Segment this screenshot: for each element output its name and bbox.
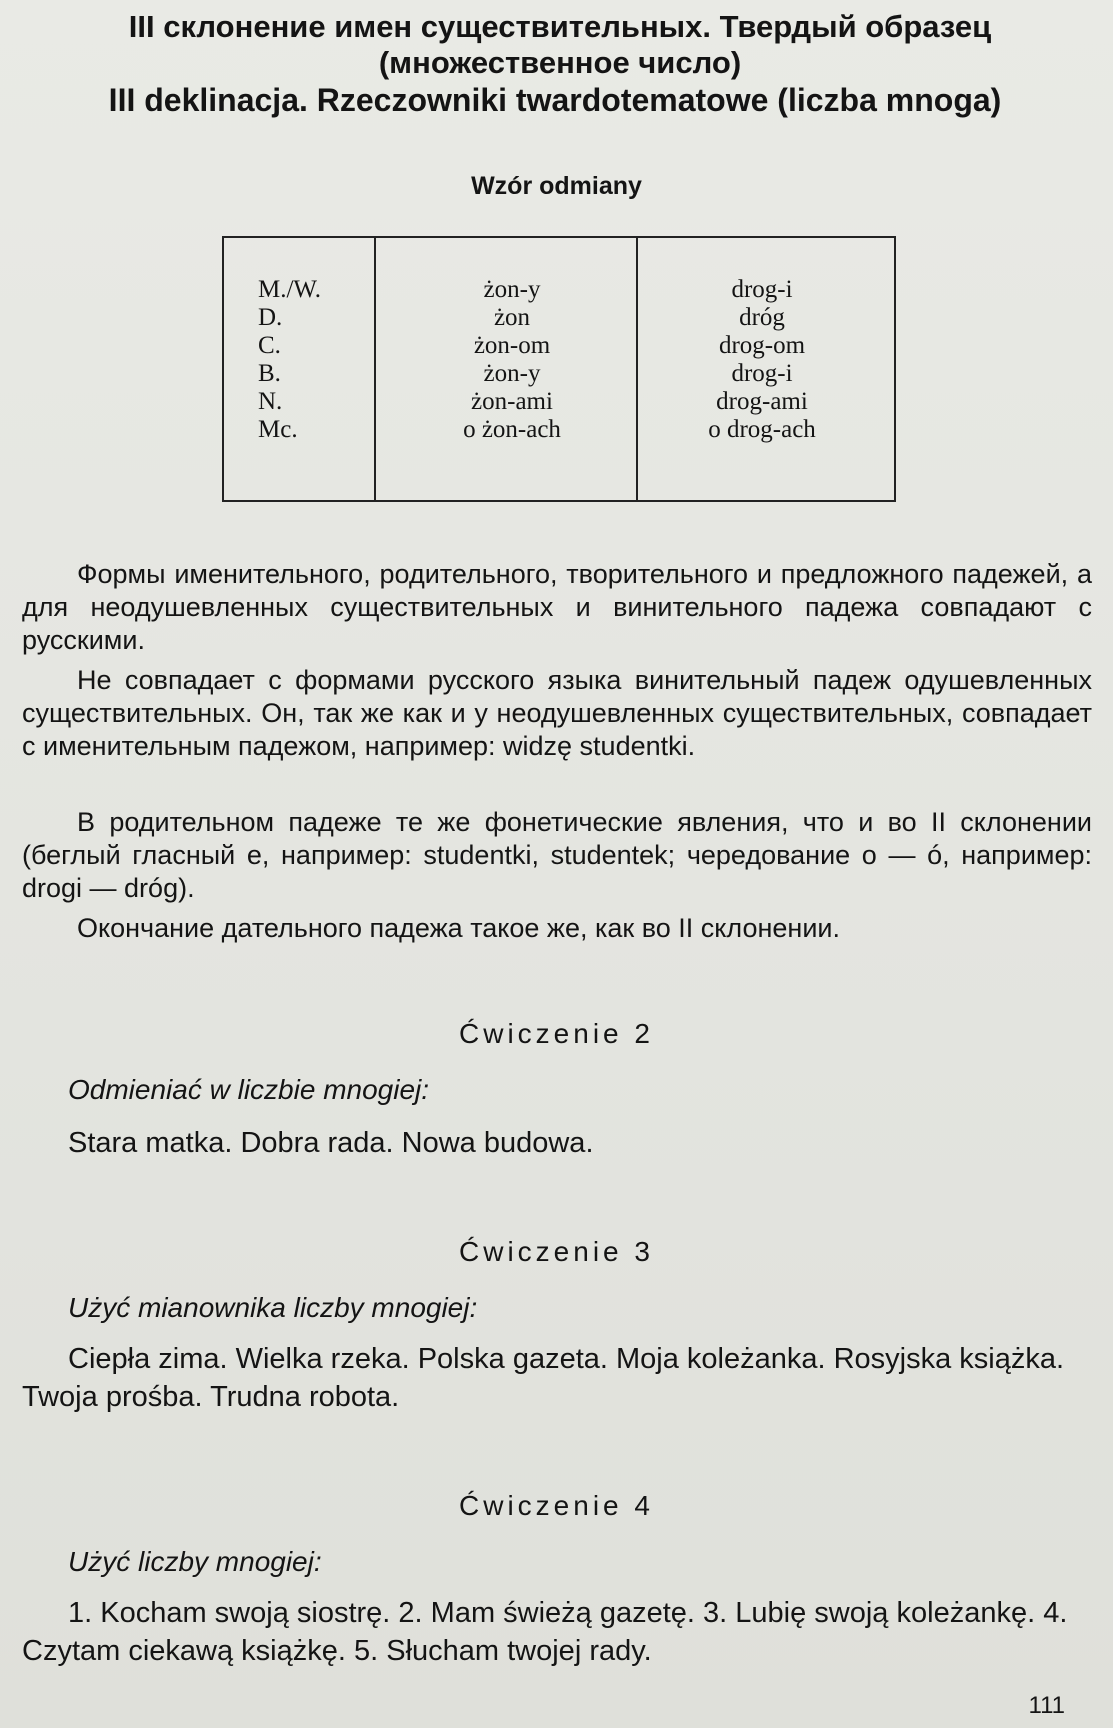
exercise-3-heading: Ćwiczenie 3	[459, 1236, 654, 1267]
droga-form: drog-i	[731, 360, 793, 387]
page-number: 111	[1028, 1692, 1065, 1719]
zona-form: żon-ami	[471, 388, 553, 415]
zona-form: o żon-ach	[463, 416, 561, 443]
droga-form: drog-om	[718, 332, 806, 359]
table-divider-1	[374, 238, 376, 500]
zona-form: żon-om	[473, 332, 551, 359]
case-label: N.	[258, 388, 283, 415]
case-label: Mc.	[258, 416, 298, 443]
paragraph-accusative: Не совпадает с формами русского языка винительный падеж одушевленных существительных. Он, так же как и у неодушевленных существительных, совпадает с именительным падежом, например: widzę studentki.	[22, 665, 1092, 761]
exercise-2-instruction: Odmieniać w liczbie mnogiej:	[68, 1074, 430, 1105]
exercise-2-heading: Ćwiczenie 2	[459, 1018, 654, 1049]
case-column	[258, 276, 321, 444]
droga-form: o drog-ach	[708, 416, 816, 443]
paragraph-forms: Формы именительного, родительного, творительного и предложного падежей, а для неодушевленных существительных и винительного падежа совпадают с русскими.	[22, 559, 1092, 655]
title-russian-line2: (множественное число)	[378, 45, 742, 80]
exercise-3-instruction: Użyć mianownika liczby mnogiej:	[68, 1292, 478, 1323]
droga-column	[632, 276, 892, 444]
paragraph-dative: Окончание дательного падежа такое же, как во II склонении.	[77, 913, 841, 943]
exercise-4-heading: Ćwiczenie 4	[459, 1490, 654, 1521]
title-polish: III deklinacja. Rzeczowniki twardotematowe (liczba mnoga)	[108, 82, 1002, 118]
case-label: D.	[258, 304, 283, 331]
title-russian-line1: III склонение имен существительных. Твердый образец	[128, 9, 992, 44]
droga-form: drog-i	[731, 276, 793, 303]
case-label: C.	[258, 332, 281, 359]
zona-form: żon-y	[483, 276, 541, 303]
table-left-border	[222, 238, 224, 500]
exercise-3-text: Ciepła zima. Wielka rzeka. Polska gazeta. Moja koleżanka. Rosyjska książka. Twoja prośba. Trudna robota.	[22, 1343, 1065, 1413]
case-label: B.	[258, 360, 281, 387]
paragraph-genitive: В родительном падеже те же фонетические явления, что и во II склонении (беглый гласный e, например: studentki, studentek; чередование o — ó, например: drogi — dróg).	[22, 807, 1092, 903]
exercise-2-text: Stara matka. Dobra rada. Nowa budowa.	[68, 1127, 594, 1159]
case-label: M./W.	[258, 276, 321, 303]
droga-form: drog-ami	[716, 388, 808, 415]
droga-form: dróg	[739, 304, 785, 331]
exercise-4-instruction: Użyć liczby mnogiej:	[68, 1546, 322, 1577]
table-caption: Wzór odmiany	[471, 172, 642, 200]
zona-form: żon-y	[483, 360, 541, 387]
zona-form: żon	[493, 304, 531, 331]
table-right-border	[894, 238, 896, 500]
zona-column	[382, 276, 642, 444]
exercise-4-text: 1. Kocham swoją siostrę. 2. Mam świeżą gazetę. 3. Lubię swoją koleżankę. 4. Czytam ciekawą książkę. 5. Słucham twojej rady.	[22, 1597, 1068, 1667]
declension-table	[222, 236, 896, 502]
